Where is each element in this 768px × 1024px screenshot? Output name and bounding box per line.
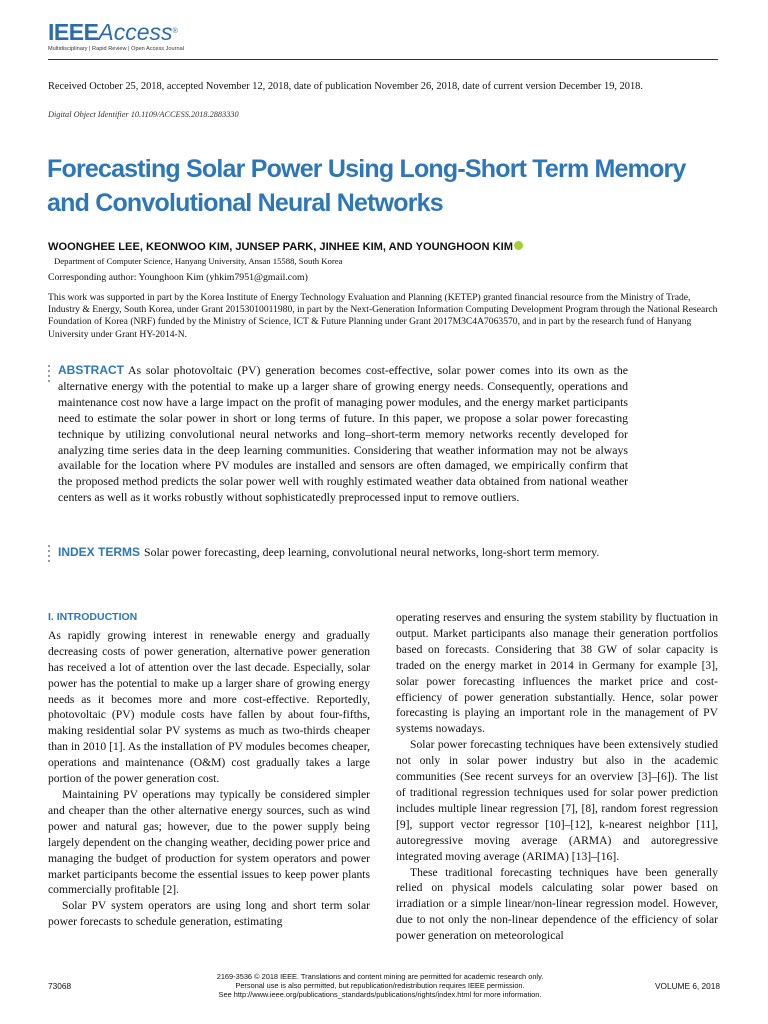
paragraph: operating reserves and ensuring the system stability by fluctuation in output. Market participants also manage their generation portfolios based on forecasts. Considering that 38 GW of solar capacity is traded on the energy market in 2014 in Germany for example [3], solar power forecasting influences the market price and cost-efficiency of power generation substantially. Hence, solar power forecasting is playing an important role in the management of PV systems nowadays.: [396, 611, 718, 736]
body-column-right: [396, 610, 718, 944]
abstract-label: ABSTRACT: [58, 363, 124, 377]
index-terms-text: Solar power forecasting, deep learning, convolutional neural networks, long-short term memory.: [144, 545, 600, 559]
orcid-icon[interactable]: [514, 241, 523, 250]
logo-access: Access: [98, 19, 173, 45]
paper-title: Forecasting Solar Power Using Long-Short Term Memory and Convolutional Neural Networks: [47, 155, 686, 217]
abstract-dots-icon: [48, 365, 51, 385]
paragraph: Solar power forecasting techniques have been extensively studied not only in solar power industry but also in the academic communities (See recent surveys for an overview [3]–[6]). The list of traditional regression techniques used for solar power prediction includes multiple linear regression [7], [8], random forest regression [9], support vector regressor [10]–[12], k-nearest neighbor [11], autoregressive moving average (ARMA) and autoregressive integrated moving average (ARIMA) [13]–[16].: [396, 738, 718, 863]
corresponding-author: Corresponding author: Younghoon Kim (yhkim7951@gmail.com): [48, 272, 308, 283]
paragraph: As rapidly growing interest in renewable energy and gradually decreasing costs of power generation, alternative power generation has received a lot of attention over the last decade. Especially, solar power has the potential to make up a larger share of growing energy needs as it becomes more and more cost-effective. Reportedly, photovoltaic (PV) module costs have fallen by about four-fifths, making residential solar PV systems as much as two-thirds cheaper than in 2010 [1]. As the installation of PV modules becomes cheaper, operations and maintenance (O&M) cost gradually takes a large portion of the power generation cost.: [48, 628, 370, 786]
journal-tagline: Multidisciplinary | Rapid Review | Open Access Journal: [48, 46, 184, 52]
paragraph: Maintaining PV operations may typically be considered simpler and cheaper than the other alternative energy sources, such as wind power and natural gas; however, due to the power supply being largely dependent on the changing weather, deciding power price and managing the budget of production for system operators and power market participants become the essential issues to keep power plants commercially profitable [2].: [48, 787, 370, 897]
section-heading: I. INTRODUCTION: [48, 611, 138, 623]
copyright-notice: [190, 972, 570, 1000]
body-column-left: [48, 610, 370, 930]
logo-ieee: IEEE: [48, 19, 99, 45]
index-terms-dots-icon: [48, 545, 51, 565]
publication-dates: Received October 25, 2018, accepted November 12, 2018, date of publication November 26, 2018, date of current version December 19, 2018.: [48, 81, 643, 92]
copyright-line: 2169-3536 © 2018 IEEE. Translations and content mining are permitted for academic research only.: [216, 972, 544, 981]
copyright-line: Personal use is also permitted, but republication/redistribution requires IEEE permission.: [235, 981, 525, 991]
journal-logo: [48, 20, 184, 52]
header-rule: [48, 59, 718, 60]
volume-info: VOLUME 6, 2018: [654, 981, 720, 991]
abstract-text: As solar photovoltaic (PV) generation becomes cost-effective, solar power comes into its own as the alternative energy with the potential to make up a larger share of growing energy needs. Consequently, operations and maintenance cost now have a large impact on the profit of managing power modules, and the energy market participants need to estimate the solar power in short or long terms of future. In this paper, we propose a solar power forecasting technique by utilizing convolutional neural networks and long–short-term memory networks recently developed for analyzing time series data in the deep learning communities. Considering that weather information may not be always available for the location where PV modules are installed and sensors are often damaged, we empirically confirm that the proposed method predicts the solar power well with roughly estimated weather data obtained from national weather centers as well as it works robustly without sophisticatedly preprocessed input to remove outliers.: [58, 363, 628, 505]
author-list: [48, 240, 728, 254]
abstract: [58, 363, 628, 506]
page-number: 73068: [48, 981, 72, 991]
logo-wordmark: [48, 20, 184, 44]
paragraph: These traditional forecasting techniques have been generally relied on physical models calculating solar power based on irradiation or a simple linear/non-linear regression model. However, due to not only the non-linear dependence of the efficiency of solar power generation on meteorological: [396, 865, 718, 943]
doi: Digital Object Identifier 10.1109/ACCESS.2018.2883330: [48, 110, 239, 119]
copyright-line: See http://www.ieee.org/publications_standards/publications/rights/index.html for more information.: [218, 990, 542, 1000]
author-names: WOONGHEE LEE, KEONWOO KIM, JUNSEP PARK, JINHEE KIM, AND YOUNGHOON KIM: [48, 241, 513, 253]
affiliation: Department of Computer Science, Hanyang University, Ansan 15588, South Korea: [54, 256, 343, 266]
logo-trademark: ®: [172, 28, 178, 35]
index-terms: [58, 545, 628, 561]
index-terms-label: INDEX TERMS: [58, 545, 141, 559]
funding-note: This work was supported in part by the Korea Institute of Energy Technology Evaluation and Planning (KETEP) granted financial resource from the Ministry of Trade, Industry & Energy, South Korea, under Grant 20153010011980, in part by the Next-Generation Information Computing Development Program through the National Research Foundation of Korea (NRF) funded by the Ministry of Science, ICT & Future Planning under Grant 2017M3C4A7063570, and in part by the research fund of Hanyang University under Grant HY-2014-N.: [48, 292, 718, 340]
paragraph: Solar PV system operators are using long and short term solar power forecasts to schedule generation, estimating: [48, 899, 370, 929]
